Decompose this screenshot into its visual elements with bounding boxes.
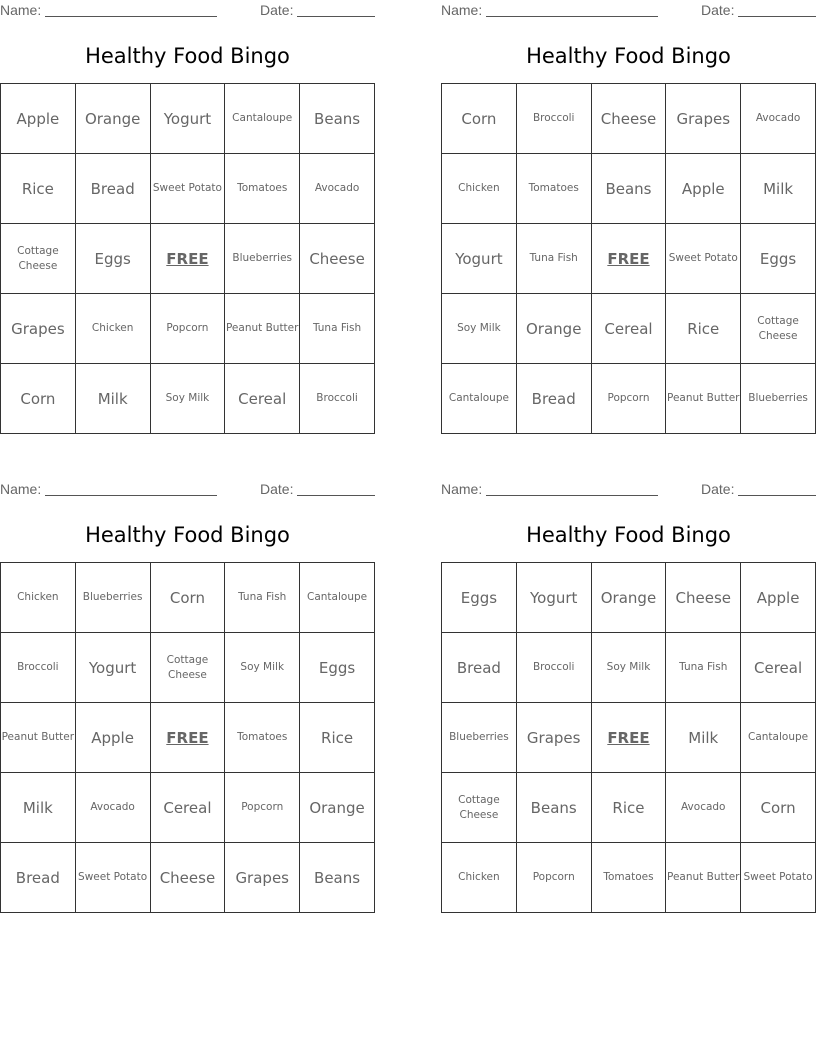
bingo-cell: Milk <box>1 773 76 843</box>
bingo-row <box>442 563 816 633</box>
bingo-cell: Rice <box>591 773 666 843</box>
bingo-cell: Avocado <box>75 773 150 843</box>
name-date-header <box>441 0 816 20</box>
bingo-cell: Cheese <box>591 84 666 154</box>
bingo-cell: Rice <box>1 154 76 224</box>
bingo-row <box>1 154 375 224</box>
bingo-row <box>1 703 375 773</box>
bingo-cell: Peanut Butter <box>666 843 741 913</box>
date-blank-line <box>738 495 816 496</box>
bingo-card <box>0 0 375 440</box>
name-label: Name: <box>441 2 483 18</box>
bingo-cell: Cereal <box>591 294 666 364</box>
bingo-cell: Sweet Potato <box>741 843 816 913</box>
free-space: FREE <box>150 703 225 773</box>
bingo-cell: Cottage Cheese <box>442 773 517 843</box>
bingo-cell: Peanut Butter <box>1 703 76 773</box>
bingo-row <box>442 224 816 294</box>
bingo-cell: Chicken <box>442 154 517 224</box>
bingo-cell: Grapes <box>1 294 76 364</box>
bingo-cell: Popcorn <box>150 294 225 364</box>
card-title: Healthy Food Bingo <box>85 44 290 68</box>
date-blank-line <box>297 495 375 496</box>
bingo-cell: Bread <box>75 154 150 224</box>
bingo-cell: Bread <box>442 633 517 703</box>
bingo-cell: Chicken <box>75 294 150 364</box>
bingo-row <box>1 84 375 154</box>
bingo-cell: Bread <box>516 364 591 434</box>
date-blank-line <box>738 16 816 17</box>
bingo-cell: Yogurt <box>442 224 517 294</box>
bingo-cell: Avocado <box>666 773 741 843</box>
bingo-grid <box>441 562 816 913</box>
bingo-row <box>442 633 816 703</box>
date-blank-line <box>297 16 375 17</box>
bingo-cell: Popcorn <box>225 773 300 843</box>
bingo-card <box>441 0 816 440</box>
bingo-cell: Yogurt <box>516 563 591 633</box>
bingo-cell: Corn <box>1 364 76 434</box>
bingo-cell: Orange <box>516 294 591 364</box>
date-label: Date: <box>260 481 294 497</box>
bingo-cell: Bread <box>1 843 76 913</box>
bingo-cell: Beans <box>591 154 666 224</box>
bingo-cell: Eggs <box>741 224 816 294</box>
bingo-cell: Corn <box>442 84 517 154</box>
bingo-cell: Tuna Fish <box>516 224 591 294</box>
bingo-cell: Cottage Cheese <box>741 294 816 364</box>
bingo-cell: Tuna Fish <box>666 633 741 703</box>
bingo-grid <box>441 83 816 434</box>
bingo-row <box>1 364 375 434</box>
bingo-cell: Sweet Potato <box>150 154 225 224</box>
bingo-cell: Cottage Cheese <box>150 633 225 703</box>
bingo-cell: Orange <box>591 563 666 633</box>
bingo-row <box>1 633 375 703</box>
bingo-row <box>442 773 816 843</box>
bingo-cell: Tuna Fish <box>225 563 300 633</box>
bingo-cell: Tomatoes <box>225 154 300 224</box>
bingo-row <box>1 294 375 364</box>
bingo-cell: Apple <box>666 154 741 224</box>
bingo-cell: Beans <box>300 843 375 913</box>
bingo-cell: Popcorn <box>591 364 666 434</box>
bingo-cell: Soy Milk <box>225 633 300 703</box>
bingo-cell: Cantaloupe <box>300 563 375 633</box>
bingo-cell: Tomatoes <box>516 154 591 224</box>
bingo-cell: Sweet Potato <box>75 843 150 913</box>
name-date-header <box>0 0 375 20</box>
bingo-row <box>442 703 816 773</box>
bingo-cell: Blueberries <box>225 224 300 294</box>
bingo-card <box>441 479 816 919</box>
bingo-card <box>0 479 375 919</box>
bingo-row <box>442 364 816 434</box>
name-blank-line <box>486 16 658 17</box>
bingo-cell: Eggs <box>300 633 375 703</box>
bingo-cell: Cereal <box>150 773 225 843</box>
date-label: Date: <box>701 2 735 18</box>
bingo-cell: Tomatoes <box>225 703 300 773</box>
bingo-cell: Blueberries <box>75 563 150 633</box>
bingo-cell: Cheese <box>300 224 375 294</box>
bingo-cell: Apple <box>75 703 150 773</box>
bingo-cell: Soy Milk <box>442 294 517 364</box>
bingo-cell: Rice <box>666 294 741 364</box>
bingo-cell: Grapes <box>666 84 741 154</box>
bingo-cell: Orange <box>300 773 375 843</box>
bingo-cell: Peanut Butter <box>225 294 300 364</box>
name-blank-line <box>45 16 217 17</box>
bingo-grid <box>0 83 375 434</box>
card-title: Healthy Food Bingo <box>526 523 731 547</box>
bingo-cell: Milk <box>741 154 816 224</box>
bingo-cell: Beans <box>516 773 591 843</box>
bingo-cell: Chicken <box>442 843 517 913</box>
bingo-cell: Apple <box>741 563 816 633</box>
bingo-cell: Broccoli <box>516 84 591 154</box>
bingo-cell: Tuna Fish <box>300 294 375 364</box>
bingo-row <box>1 773 375 843</box>
bingo-cell: Broccoli <box>1 633 76 703</box>
bingo-cell: Rice <box>300 703 375 773</box>
bingo-cell: Peanut Butter <box>666 364 741 434</box>
bingo-cell: Sweet Potato <box>666 224 741 294</box>
bingo-cell: Milk <box>75 364 150 434</box>
bingo-cell: Cereal <box>225 364 300 434</box>
date-label: Date: <box>260 2 294 18</box>
bingo-cell: Cheese <box>150 843 225 913</box>
bingo-row <box>1 563 375 633</box>
bingo-cell: Yogurt <box>150 84 225 154</box>
name-label: Name: <box>0 481 42 497</box>
bingo-row <box>1 224 375 294</box>
free-space: FREE <box>591 224 666 294</box>
bingo-cell: Cereal <box>741 633 816 703</box>
bingo-cell: Orange <box>75 84 150 154</box>
bingo-cell: Soy Milk <box>150 364 225 434</box>
name-date-header <box>441 479 816 499</box>
bingo-cell: Grapes <box>516 703 591 773</box>
bingo-cell: Milk <box>666 703 741 773</box>
bingo-row <box>442 84 816 154</box>
bingo-row <box>442 294 816 364</box>
bingo-grid <box>0 562 375 913</box>
name-label: Name: <box>441 481 483 497</box>
date-label: Date: <box>701 481 735 497</box>
bingo-cell: Chicken <box>1 563 76 633</box>
bingo-cell: Soy Milk <box>591 633 666 703</box>
bingo-cell: Cantaloupe <box>741 703 816 773</box>
bingo-cell: Yogurt <box>75 633 150 703</box>
card-title: Healthy Food Bingo <box>85 523 290 547</box>
bingo-cell: Grapes <box>225 843 300 913</box>
name-blank-line <box>45 495 217 496</box>
free-space: FREE <box>591 703 666 773</box>
name-date-header <box>0 479 375 499</box>
bingo-cell: Cottage Cheese <box>1 224 76 294</box>
bingo-row <box>1 843 375 913</box>
bingo-cell: Cantaloupe <box>225 84 300 154</box>
bingo-cell: Corn <box>150 563 225 633</box>
name-label: Name: <box>0 2 42 18</box>
bingo-cell: Cheese <box>666 563 741 633</box>
bingo-cell: Blueberries <box>741 364 816 434</box>
card-title: Healthy Food Bingo <box>526 44 731 68</box>
bingo-cell: Blueberries <box>442 703 517 773</box>
bingo-cell: Broccoli <box>300 364 375 434</box>
free-space: FREE <box>150 224 225 294</box>
bingo-cell: Apple <box>1 84 76 154</box>
bingo-cell: Eggs <box>75 224 150 294</box>
bingo-cell: Avocado <box>741 84 816 154</box>
bingo-row <box>442 843 816 913</box>
bingo-cell: Popcorn <box>516 843 591 913</box>
bingo-cell: Beans <box>300 84 375 154</box>
bingo-cell: Cantaloupe <box>442 364 517 434</box>
bingo-cell: Corn <box>741 773 816 843</box>
bingo-cell: Avocado <box>300 154 375 224</box>
bingo-row <box>442 154 816 224</box>
bingo-cell: Eggs <box>442 563 517 633</box>
name-blank-line <box>486 495 658 496</box>
bingo-cell: Broccoli <box>516 633 591 703</box>
bingo-cell: Tomatoes <box>591 843 666 913</box>
